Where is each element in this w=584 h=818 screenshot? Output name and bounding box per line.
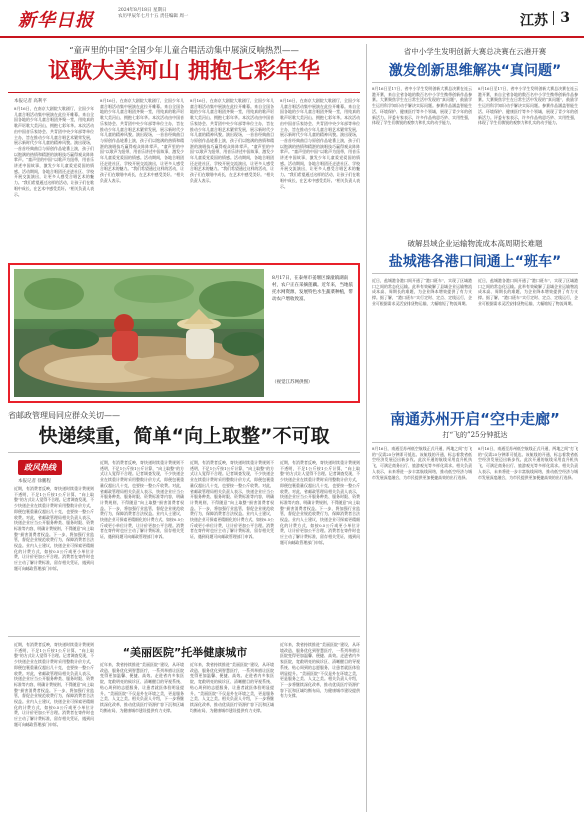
sub-line: 农历甲辰年七月十五 责任编辑 周一	[118, 14, 189, 19]
story4-headline: 激发创新思维解决“真问题”	[388, 63, 562, 79]
story4-rule	[372, 82, 578, 83]
story1-col3: 8月16日，在南京大剧院大歌剧厅，全国少年儿童合唱活动集中展演在此拉开帷幕。来自全国各地的少年儿童合唱团齐聚一堂，用纯真的歌声讴歌大美河山、拥抱七彩年华。本次活动由中国音乐家协会、共青团中央少年部等单位主办，旨在推动少年儿童合唱艺术繁荣发展，展示新时代少年儿童的精神风貌。演出现场，一首首经典曲目与原创作品轮番上演，孩子们以饱满的热情和精湛的演唱技巧赢得观众阵阵掌声。“童声里的中国”以歌声为纽带，用音乐讲述中国故事，激发少年儿童爱党爱国的情感。活动期间，各地合唱团还走进社区、学校开展交流演出，让更多人感受合唱艺术的魅力。“我们希望通过这样的活动，让孩子们在歌唱中成长，在艺术中感受美好。”相关负责人表示。	[190, 98, 274, 183]
story2-badge: 政风热线	[18, 460, 62, 475]
story4-col2: 8月16日至17日，省中小学生发明创新大赛总决赛在连云港开赛，来自全省各地的数百名中小学生携带创新作品参赛。大赛聚焦学生在日常生活中发现的“真问题”，鼓励学生运用科学知识动手解决实际问题。参赛作品涵盖智能生活、环境保护、健康医疗等多个领域，展现了青少年的创新活力。评委专家表示，许多作品构思巧妙、实用性强，体现了学生们敏锐的观察力和扎实的动手能力。	[478, 86, 578, 126]
photo-illustration	[14, 269, 264, 397]
story4-col1: 8月16日至17日，省中小学生发明创新大赛总决赛在连云港开赛，来自全省各地的数百名中小学生携带创新作品参赛。大赛聚焦学生在日常生活中发现的“真问题”，鼓励学生运用科学知识动手解决实际问题。参赛作品涵盖智能生活、环境保护、健康医疗等多个领域，展现了青少年的创新活力。评委专家表示，许多作品构思巧妙、实用性强，体现了学生们敏锐的观察力和扎实的动手能力。	[372, 86, 472, 126]
story2-col2: 近期，有消费者反映，寄快递时续重计费规则不透明，不足1公斤按1公斤计算，“向上取整”的方式让人觉得不合理。记者调查发现，不少快递企业在续重计费时采用整数计价方式，即便包裹重量仅超出几十克，也要按一整公斤收费。对此，省邮政管理局相关负责人表示，快递企业应当公开服务种类、服务时限、资费标准等内容，明确计费规则，不得随意“向上取整”损害消费者权益。下一步，将加强行业监管，督促企业规范收费行为，保障消费者合法权益。业内人士建议，快递企业可探索更精细化的计费方式，如按0.5公斤或更小单位计费，让计价更加公平合理。消费者在寄件时也应主动了解计费标准，留存相关凭证，遇到问题可向邮政管理部门申诉。	[100, 460, 184, 540]
story2-headline: 快递续重，简单“向上取整”不可取	[38, 425, 330, 447]
story5-col1: 近日，盐城港各港口间开通了“港口班车”，实现了区域港口之间的常态化运输。此举有效破解了县域企业运输物流成本高、周期长的难题，为企业降本增效提供了有力支撑。据了解，“港口班车”实行定时、定点、定线运行，企业可根据需求灵活安排货物运输，大幅缩短了物流周期。	[372, 278, 472, 306]
story3-rule	[8, 636, 360, 637]
column-divider	[366, 44, 367, 812]
story2-col4: 近期，有消费者反映，寄快递时续重计费规则不透明，不足1公斤按1公斤计算，“向上取整”的方式让人觉得不合理。记者调查发现，不少快递企业在续重计费时采用整数计价方式，即便包裹重量仅超出几十克，也要按一整公斤收费。对此，省邮政管理局相关负责人表示，快递企业应当公开服务种类、服务时限、资费标准等内容，明确计费规则，不得随意“向上取整”损害消费者权益。下一步，将加强行业监管，督促企业规范收费行为，保障消费者合法权益。业内人士建议，快递企业可探索更精细化的计费方式，如按0.5公斤或更小单位计费，让计价更加公平合理。消费者在寄件时也应主动了解计费标准，留存相关凭证，遇到问题可向邮政管理部门申诉。	[280, 460, 360, 545]
story1-col2: 8月16日，在南京大剧院大歌剧厅，全国少年儿童合唱活动集中展演在此拉开帷幕。来自全国各地的少年儿童合唱团齐聚一堂，用纯真的歌声讴歌大美河山、拥抱七彩年华。本次活动由中国音乐家协会、共青团中央少年部等单位主办，旨在推动少年儿童合唱艺术繁荣发展，展示新时代少年儿童的精神风貌。演出现场，一首首经典曲目与原创作品轮番上演，孩子们以饱满的热情和精湛的演唱技巧赢得观众阵阵掌声。“童声里的中国”以歌声为纽带，用音乐讲述中国故事，激发少年儿童爱党爱国的情感。活动期间，各地合唱团还走进社区、学校开展交流演出，让更多人感受合唱艺术的魅力。“我们希望通过这样的活动，让孩子们在歌唱中成长，在艺术中感受美好。”相关负责人表示。	[100, 98, 184, 183]
story3-col4: 近年来，我省持续推进“美丽医院”建设，从环境改造、服务优化到智慧医疗，一系列举措让医院变得更加温馨、便捷、高效。走进省内多家医院，宽敞明亮的候诊区、清晰醒目的导视系统、贴心周到的志愿服务，让患者就医体验明显提升。“美丽医院”不仅是外在环境之美，更是服务之美、人文之美。相关负责人介绍，下一步将继续深化改革，推动优质医疗资源扩容下沉和区域均衡布局，为健康城市建设提供有力支撑。	[280, 642, 360, 699]
photo-credit: （视觉江苏网供图）	[272, 380, 313, 385]
photo-caption: 8月17日，在泰州市姜堰区溱潼镇湖南村，农户正在采摘莲藕。近年来，当地依托水网资源，发展特色水生蔬菜种植，带动农户增收致富。	[272, 276, 353, 302]
section-name: 江苏	[520, 13, 548, 29]
story1-kicker: “童声里的中国”全国少年儿童合唱活动集中展演反响热烈——	[69, 46, 299, 56]
story1-col1: 8月16日，在南京大剧院大歌剧厅，全国少年儿童合唱活动集中展演在此拉开帷幕。来自全国各地的少年儿童合唱团齐聚一堂，用纯真的歌声讴歌大美河山、拥抱七彩年华。本次活动由中国音乐家协会、共青团中央少年部等单位主办，旨在推动少年儿童合唱艺术繁荣发展，展示新时代少年儿童的精神风貌。演出现场，一首首经典曲目与原创作品轮番上演，孩子们以饱满的热情和精湛的演唱技巧赢得观众阵阵掌声。“童声里的中国”以歌声为纽带，用音乐讲述中国故事，激发少年儿童爱党爱国的情感。活动期间，各地合唱团还走进社区、学校开展交流演出，让更多人感受合唱艺术的魅力。“我们希望通过这样的活动，让孩子们在歌唱中成长，在艺术中感受美好。”相关负责人表示。	[14, 106, 94, 197]
story1-byline: 本报记者 高利平	[14, 99, 47, 104]
newspaper-logo: 新华日报	[18, 10, 94, 31]
story6-rule	[372, 442, 578, 443]
story4-kicker: 省中小学生发明创新大赛总决赛在云港开赛	[403, 47, 547, 56]
masthead	[0, 0, 584, 38]
story1-col4: 8月16日，在南京大剧院大歌剧厅，全国少年儿童合唱活动集中展演在此拉开帷幕。来自全国各地的少年儿童合唱团齐聚一堂，用纯真的歌声讴歌大美河山、拥抱七彩年华。本次活动由中国音乐家协会、共青团中央少年部等单位主办，旨在推动少年儿童合唱艺术繁荣发展，展示新时代少年儿童的精神风貌。演出现场，一首首经典曲目与原创作品轮番上演，孩子们以饱满的热情和精湛的演唱技巧赢得观众阵阵掌声。“童声里的中国”以歌声为纽带，用音乐讲述中国故事，激发少年儿童爱党爱国的情感。活动期间，各地合唱团还走进社区、学校开展交流演出，让更多人感受合唱艺术的魅力。“我们希望通过这样的活动，让孩子们在歌唱中成长，在艺术中感受美好。”相关负责人表示。	[280, 98, 360, 189]
story2-rule	[8, 452, 360, 453]
story5-kicker: 破解县域企业运输物流成本高周期长难题	[407, 239, 543, 248]
story5-headline: 盐城港各港口间通上“班车”	[388, 254, 562, 270]
story3-col3: 近年来，我省持续推进“美丽医院”建设，从环境改造、服务优化到智慧医疗，一系列举措让医院变得更加温馨、便捷、高效。走进省内多家医院，宽敞明亮的候诊区、清晰醒目的导视系统、贴心周到的志愿服务，让患者就医体验明显提升。“美丽医院”不仅是外在环境之美，更是服务之美、人文之美。相关负责人介绍，下一步将继续深化改革，推动优质医疗资源扩容下沉和区域均衡布局，为健康城市建设提供有力支撑。	[190, 662, 274, 713]
issue-meta	[118, 8, 268, 20]
page-number: 3	[560, 10, 570, 26]
story2-col3: 近期，有消费者反映，寄快递时续重计费规则不透明，不足1公斤按1公斤计算，“向上取整”的方式让人觉得不合理。记者调查发现，不少快递企业在续重计费时采用整数计价方式，即便包裹重量仅超出几十克，也要按一整公斤收费。对此，省邮政管理局相关负责人表示，快递企业应当公开服务种类、服务时限、资费标准等内容，明确计费规则，不得随意“向上取整”损害消费者权益。下一步，将加强行业监管，督促企业规范收费行为，保障消费者合法权益。业内人士建议，快递企业可探索更精细化的计费方式，如按0.5公斤或更小单位计费，让计价更加公平合理。消费者在寄件时也应主动了解计费标准，留存相关凭证，遇到问题可向邮政管理部门申诉。	[190, 460, 274, 540]
story2-kicker: 省邮政管理局同应群众关切——	[8, 411, 120, 420]
story5-col2: 近日，盐城港各港口间开通了“港口班车”，实现了区域港口之间的常态化运输。此举有效破解了县域企业运输物流成本高、周期长的难题，为企业降本增效提供了有力支撑。据了解，“港口班车”实行定时、定点、定线运行，企业可根据需求灵活安排货物运输，大幅缩短了物流周期。	[478, 278, 578, 306]
story3-col1: 近期，有消费者反映，寄快递时续重计费规则不透明，不足1公斤按1公斤计算，“向上取整”的方式让人觉得不合理。记者调查发现，不少快递企业在续重计费时采用整数计价方式，即便包裹重量仅超出几十克，也要按一整公斤收费。对此，省邮政管理局相关负责人表示，快递企业应当公开服务种类、服务时限、资费标准等内容，明确计费规则，不得随意“向上取整”损害消费者权益。下一步，将加强行业监管，督促企业规范收费行为，保障消费者合法权益。业内人士建议，快递企业可探索更精细化的计费方式，如按0.5公斤或更小单位计费，让计价更加公平合理。消费者在寄件时也应主动了解计费标准，留存相关凭证，遇到问题可向邮政管理部门申诉。	[14, 642, 94, 727]
story1-rule	[8, 92, 360, 93]
section-divider	[553, 11, 554, 25]
story2-byline: 本报记者 徐鹏程	[18, 479, 51, 484]
story6-headline: 南通苏州开启“空中走廊”	[390, 410, 560, 428]
story6-col2: 8月16日，南通至苏州低空航线正式开通，两地之间“打飞的”仅需25分钟即可抵达。该航线的开通，标志着我省低空经济发展迈出新步伐。此次开通的航线采用直升机执飞，可满足商务出行、旅游观光等多样化需求。相关负责人表示，未来将进一步丰富航线网络，推动低空经济与城市发展深度融合，为市民提供更加便捷高效的出行选择。	[478, 446, 578, 480]
date-line: 2024年8月18日 星期日	[118, 8, 167, 13]
story2-col1: 近期，有消费者反映，寄快递时续重计费规则不透明，不足1公斤按1公斤计算，“向上取整”的方式让人觉得不合理。记者调查发现，不少快递企业在续重计费时采用整数计价方式，即便包裹重量仅超出几十克，也要按一整公斤收费。对此，省邮政管理局相关负责人表示，快递企业应当公开服务种类、服务时限、资费标准等内容，明确计费规则，不得随意“向上取整”损害消费者权益。下一步，将加强行业监管，督促企业规范收费行为，保障消费者合法权益。业内人士建议，快递企业可探索更精细化的计费方式，如按0.5公斤或更小单位计费，让计价更加公平合理。消费者在寄件时也应主动了解计费标准，留存相关凭证，遇到问题可向邮政管理部门申诉。	[14, 486, 94, 571]
story3-headline: “美丽医院”托举健康城市	[122, 646, 248, 659]
story3-col2: 近年来，我省持续推进“美丽医院”建设，从环境改造、服务优化到智慧医疗，一系列举措让医院变得更加温馨、便捷、高效。走进省内多家医院，宽敞明亮的候诊区、清晰醒目的导视系统、贴心周到的志愿服务，让患者就医体验明显提升。“美丽医院”不仅是外在环境之美，更是服务之美、人文之美。相关负责人介绍，下一步将继续深化改革，推动优质医疗资源扩容下沉和区域均衡布局，为健康城市建设提供有力支撑。	[100, 662, 184, 713]
photo-frame	[8, 263, 360, 403]
lotus-harvest-photo	[14, 269, 264, 397]
story1-headline: 讴歌大美河山 拥抱七彩年华	[48, 59, 320, 84]
story5-rule	[372, 273, 578, 274]
story6-subhead: 打“飞的”25分钟抵达	[442, 431, 508, 439]
story6-col1: 8月16日，南通至苏州低空航线正式开通，两地之间“打飞的”仅需25分钟即可抵达。该航线的开通，标志着我省低空经济发展迈出新步伐。此次开通的航线采用直升机执飞，可满足商务出行、旅游观光等多样化需求。相关负责人表示，未来将进一步丰富航线网络，推动低空经济与城市发展深度融合，为市民提供更加便捷高效的出行选择。	[372, 446, 472, 480]
